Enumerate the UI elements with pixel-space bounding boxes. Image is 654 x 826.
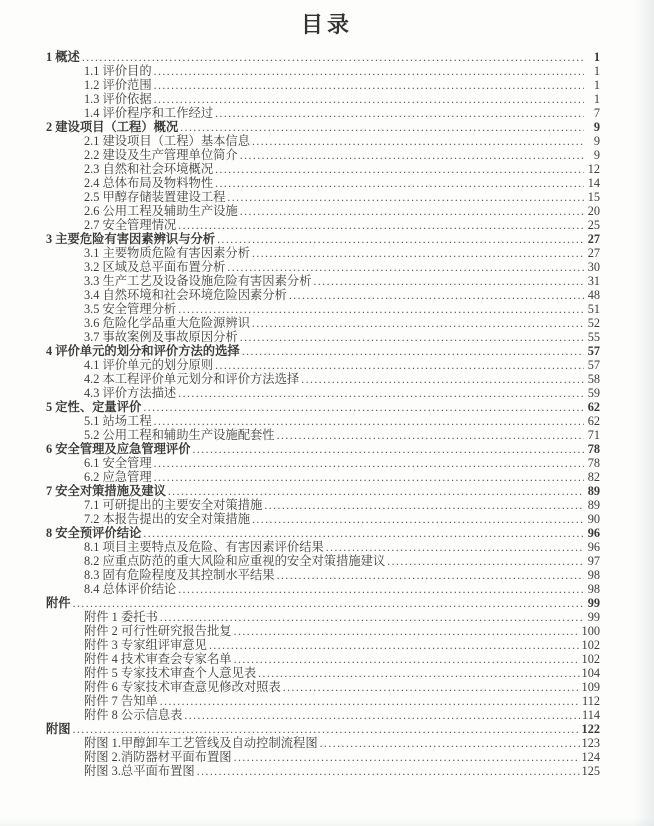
toc-entry-label: 3.5 安全管理分析 (84, 302, 177, 316)
page-title: 目录 (300, 12, 353, 37)
toc-entry (0, 316, 600, 330)
dot-leader (227, 260, 584, 275)
dot-leader (264, 498, 584, 513)
toc-entry-label: 7.2 本报告提出的安全对策措施 (84, 512, 251, 526)
toc-entry (0, 162, 600, 176)
toc-entry-page: 71 (587, 428, 600, 442)
toc-entry (0, 260, 600, 274)
toc-entry-label: 8.1 项目主要特点及危险、有害因素评价结果 (84, 540, 324, 554)
dot-leader (215, 162, 584, 177)
toc-entry-label: 6.2 应急管理 (84, 470, 152, 484)
dot-leader (73, 596, 584, 611)
toc-entry (0, 176, 600, 190)
toc-entry-label: 7.1 可研提出的主要安全对策措施 (84, 498, 263, 512)
toc-entry (0, 498, 600, 512)
toc-entry (0, 428, 600, 442)
toc-entry-page: 57 (587, 344, 600, 358)
toc-entry-page: 62 (587, 400, 600, 414)
dot-leader (277, 568, 584, 583)
toc-entry-label: 3.7 事故案例及事故原因分析 (84, 330, 238, 344)
toc-entry (0, 582, 600, 596)
dot-leader (326, 540, 584, 555)
toc-entry (0, 386, 600, 400)
toc-entry (0, 330, 600, 344)
toc-entry-label: 1 概述 (46, 50, 80, 64)
dot-leader (252, 512, 584, 527)
toc-entry-label: 8 安全预评价结论 (46, 526, 142, 540)
dot-leader (252, 134, 584, 149)
dot-leader (178, 302, 584, 317)
toc-entry-label: 2.3 自然和社会环境概况 (84, 162, 214, 176)
toc-entry (0, 92, 600, 106)
toc-entry-label: 5 定性、定量评价 (46, 400, 142, 414)
toc-entry (0, 358, 600, 372)
toc-entry-page: 89 (587, 498, 600, 512)
toc-entry-page: 9 (593, 148, 600, 162)
toc-entry (0, 134, 600, 148)
toc-entry-label: 1.1 评价目的 (84, 64, 152, 78)
dot-leader (234, 652, 580, 667)
toc-entry-label: 1.2 评价范围 (84, 78, 152, 92)
dot-leader (197, 764, 580, 779)
toc-entry-page: 20 (587, 204, 600, 218)
toc-entry-page: 27 (587, 246, 600, 260)
toc-entry-label: 2.5 甲醇存储装置建设工程 (84, 190, 226, 204)
toc-entry-label: 6 安全管理及应急管理评价 (46, 442, 191, 456)
toc-entry (0, 204, 600, 218)
toc-entry-page: 58 (587, 372, 600, 386)
toc-entry-page: 1 (593, 64, 600, 78)
toc-entry-page: 82 (587, 470, 600, 484)
toc-entry-page: 1 (593, 92, 600, 106)
dot-leader (143, 400, 584, 415)
toc-entry (0, 50, 600, 64)
toc-entry-page: 48 (587, 288, 600, 302)
dot-leader (178, 218, 584, 233)
toc-entry (0, 652, 600, 666)
toc-entry (0, 442, 600, 456)
dot-leader (215, 176, 584, 191)
toc-entry-label: 附件 8 公示信息表 (84, 708, 183, 722)
toc-entry (0, 708, 600, 722)
toc-entry (0, 596, 600, 610)
toc-entry-label: 3.1 主要物质危险有害因素分析 (84, 246, 251, 260)
toc-entry (0, 120, 600, 134)
toc-entry (0, 666, 600, 680)
toc-entry-page: 12 (587, 162, 600, 176)
toc-entry (0, 106, 600, 120)
toc-entry-page: 124 (581, 750, 600, 764)
dot-leader (73, 722, 580, 737)
toc-entry (0, 554, 600, 568)
toc-entry-page: 78 (587, 442, 600, 456)
dot-leader (154, 470, 584, 485)
dot-leader (178, 386, 584, 401)
dot-leader (252, 316, 584, 331)
toc-entry-page: 112 (582, 694, 600, 708)
dot-leader (215, 106, 584, 121)
toc-entry (0, 288, 600, 302)
toc-entry (0, 680, 600, 694)
toc-entry (0, 736, 600, 750)
toc-entry-page: 51 (587, 302, 600, 316)
dot-leader (252, 246, 584, 261)
dot-leader (154, 92, 584, 107)
toc-entry (0, 610, 600, 624)
toc-entry-page: 15 (587, 190, 600, 204)
toc-entry-page: 99 (587, 610, 600, 624)
toc-entry-label: 3.4 自然环境和社会环境危险因素分析 (84, 288, 287, 302)
dot-leader (209, 638, 580, 653)
dot-leader (154, 414, 584, 429)
toc-entry (0, 64, 600, 78)
toc-entry (0, 694, 600, 708)
toc-entry (0, 470, 600, 484)
toc-entry (0, 190, 600, 204)
dot-leader (160, 694, 580, 709)
toc-entry-label: 附件 3 专家组评审意见 (84, 638, 207, 652)
toc-entry-page: 97 (587, 554, 600, 568)
toc-entry-label: 附件 2 可行性研究报告批复 (84, 624, 232, 638)
toc-entry-page: 31 (587, 274, 600, 288)
dot-leader (277, 428, 584, 443)
toc-entry-label: 5.1 站场工程 (84, 414, 152, 428)
toc-entry-page: 9 (593, 120, 600, 134)
dot-leader (289, 288, 584, 303)
dot-leader (154, 78, 584, 93)
toc-entry-label: 附件 4 技术审查会专家名单 (84, 652, 232, 666)
toc-entry-page: 27 (587, 232, 600, 246)
toc-entry-page: 55 (587, 330, 600, 344)
toc-entry (0, 372, 600, 386)
toc-entry (0, 750, 600, 764)
toc-entry-label: 1.4 评价程序和工作经过 (84, 106, 214, 120)
dot-leader (240, 330, 584, 345)
dot-leader (82, 50, 584, 65)
toc-entry (0, 148, 600, 162)
toc-entry-label: 3 主要危险有害因素辨识与分析 (46, 232, 216, 246)
dot-leader (154, 64, 584, 79)
toc-entry (0, 764, 600, 778)
toc-entry (0, 568, 600, 582)
dot-leader (283, 680, 580, 695)
toc-entry-label: 附图 1.甲醇卸车工艺管线及自动控制流程图 (84, 736, 318, 750)
toc-entry-page: 30 (587, 260, 600, 274)
toc-entry-page: 52 (587, 316, 600, 330)
toc-entry-page: 25 (587, 218, 600, 232)
toc-entry-page: 125 (581, 764, 600, 778)
toc-entry-label: 4.1 评价单元的划分原则 (84, 358, 214, 372)
dot-leader (234, 750, 580, 765)
toc-entry-page: 7 (593, 106, 600, 120)
toc-entry-page: 59 (587, 386, 600, 400)
toc-entry-page: 89 (587, 484, 600, 498)
dot-leader (240, 204, 584, 219)
toc-entry (0, 218, 600, 232)
dot-leader (258, 666, 579, 681)
dot-leader (143, 526, 584, 541)
toc-entry-label: 7 安全对策措施及建议 (46, 484, 166, 498)
toc-entry-label: 2.6 公用工程及辅助生产设施 (84, 204, 238, 218)
toc-entry (0, 78, 600, 92)
dot-leader (387, 554, 584, 569)
toc-entry-label: 2.4 总体布局及物料物性 (84, 176, 214, 190)
dot-leader (242, 344, 584, 359)
toc-entry-page: 114 (582, 708, 600, 722)
toc-entry-label: 5.2 公用工程和辅助生产设施配套性 (84, 428, 275, 442)
toc-entry (0, 232, 600, 246)
toc-entry (0, 512, 600, 526)
toc-entry-label: 附件 1 委托书 (84, 610, 158, 624)
dot-leader (193, 442, 585, 457)
dot-leader (217, 232, 584, 247)
toc-entry-page: 100 (581, 624, 600, 638)
dot-leader (320, 736, 580, 751)
toc-entry-page: 57 (587, 358, 600, 372)
toc-entry (0, 246, 600, 260)
dot-leader (180, 120, 584, 135)
toc-entry-label: 4.3 评价方法描述 (84, 386, 177, 400)
dot-leader (178, 582, 584, 597)
toc-entry-page: 104 (581, 666, 600, 680)
table-of-contents (0, 50, 654, 778)
toc-entry-label: 8.4 总体评价结论 (84, 582, 177, 596)
dot-leader (215, 358, 584, 373)
toc-entry (0, 484, 600, 498)
toc-entry (0, 722, 600, 736)
dot-leader (314, 274, 585, 289)
dot-leader (234, 624, 580, 639)
dot-leader (154, 456, 584, 471)
dot-leader (240, 148, 584, 163)
toc-entry-page: 1 (593, 50, 600, 64)
toc-entry-label: 附件 6 专家技术审查意见修改对照表 (84, 680, 281, 694)
toc-entry (0, 400, 600, 414)
toc-entry (0, 274, 600, 288)
dot-leader (168, 484, 584, 499)
toc-entry-label: 8.3 固有危险程度及其控制水平结果 (84, 568, 275, 582)
dot-leader (301, 372, 584, 387)
toc-entry-label: 附件 7 告知单 (84, 694, 158, 708)
toc-entry-page: 98 (587, 568, 600, 582)
toc-entry-page: 90 (587, 512, 600, 526)
toc-entry-label: 2.7 安全管理情况 (84, 218, 177, 232)
toc-entry (0, 638, 600, 652)
toc-entry-label: 附件 (46, 596, 71, 610)
toc-entry-label: 4.2 本工程评价单元划分和评价方法选择 (84, 372, 300, 386)
toc-entry-page: 122 (581, 722, 600, 736)
toc-entry-page: 98 (587, 582, 600, 596)
toc-entry (0, 540, 600, 554)
toc-entry-label: 附图 3.总平面布置图 (84, 764, 195, 778)
toc-entry-label: 2.1 建设项目（工程）基本信息 (84, 134, 251, 148)
toc-entry-label: 2.2 建设及生产管理单位简介 (84, 148, 238, 162)
toc-entry-page: 14 (587, 176, 600, 190)
toc-entry-label: 6.1 安全管理 (84, 456, 152, 470)
toc-entry-page: 96 (587, 540, 600, 554)
toc-entry-label: 3.3 生产工艺及设备设施危险有害因素分析 (84, 274, 312, 288)
dot-leader (160, 610, 584, 625)
toc-entry (0, 344, 600, 358)
scan-edge-shadow-bottom (0, 818, 654, 826)
toc-entry-label: 4 评价单元的划分和评价方法的选择 (46, 344, 240, 358)
toc-entry-page: 123 (581, 736, 600, 750)
toc-entry-page: 62 (587, 414, 600, 428)
toc-entry-page: 109 (581, 680, 600, 694)
toc-entry-page: 102 (581, 638, 600, 652)
toc-entry (0, 302, 600, 316)
toc-entry-label: 2 建设项目（工程）概况 (46, 120, 179, 134)
dot-leader (184, 708, 580, 723)
toc-entry-page: 102 (581, 652, 600, 666)
toc-entry-label: 1.3 评价依据 (84, 92, 152, 106)
toc-entry-label: 附图 2.消防器材平面布置图 (84, 750, 232, 764)
dot-leader (227, 190, 584, 205)
toc-entry-page: 99 (587, 596, 600, 610)
toc-entry-page: 1 (593, 78, 600, 92)
toc-entry (0, 456, 600, 470)
toc-entry (0, 526, 600, 540)
toc-entry-label: 附件 5 专家技术审查个人意见表 (84, 666, 257, 680)
toc-entry-page: 96 (587, 526, 600, 540)
toc-entry-label: 8.2 应重点防范的重大风险和应重视的安全对策措施建议 (84, 554, 386, 568)
toc-entry-page: 9 (593, 134, 600, 148)
toc-entry-label: 3.2 区域及总平面布置分析 (84, 260, 226, 274)
toc-entry-page: 78 (587, 456, 600, 470)
toc-entry (0, 414, 600, 428)
toc-entry-label: 3.6 危险化学品重大危险源辨识 (84, 316, 251, 330)
toc-entry-label: 附图 (46, 722, 71, 736)
toc-entry (0, 624, 600, 638)
